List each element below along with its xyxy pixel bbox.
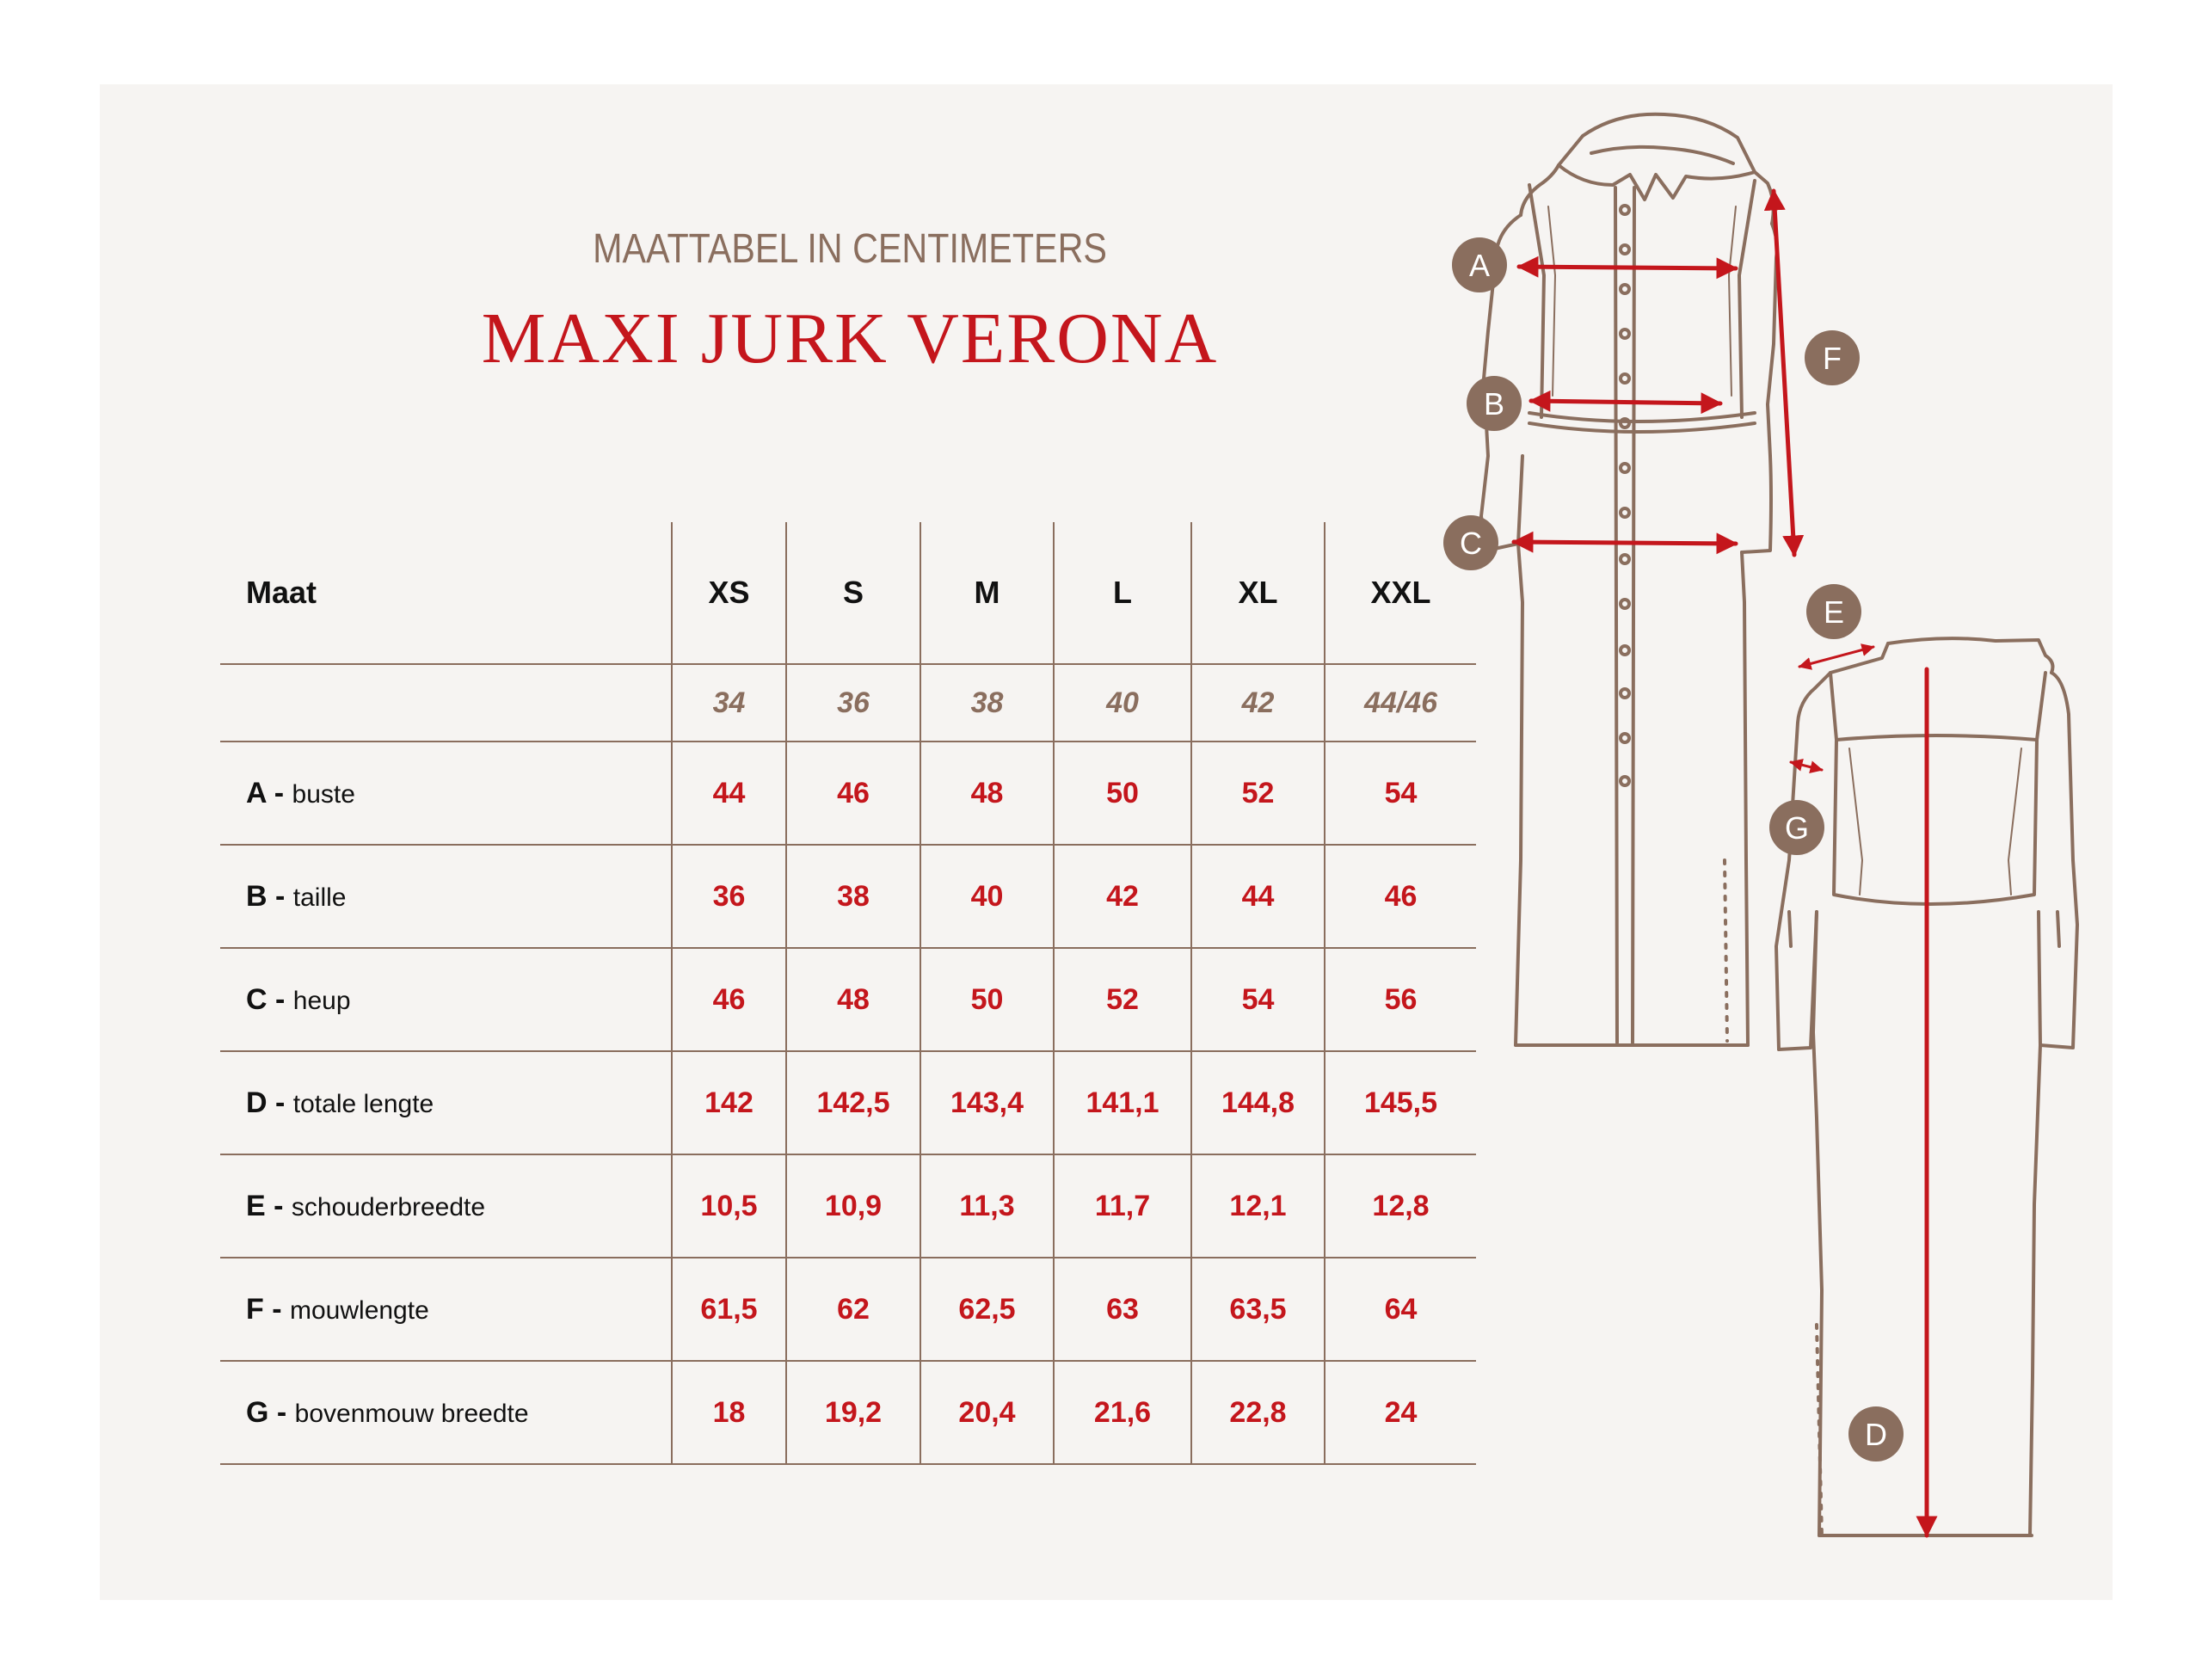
marker-badge-f [1805,330,1860,385]
measurement-value: 46 [672,948,786,1051]
measurement-value: 40 [920,845,1054,948]
measurement-value: 19,2 [786,1361,920,1464]
measurement-value: 50 [1054,742,1191,845]
measurement-value: 50 [920,948,1054,1051]
chart-subtitle: MAATTABEL IN CENTIMETERS [593,226,1107,272]
measurement-arrows [1514,191,1927,1535]
measurement-value: 42 [1054,845,1191,948]
measurement-separator: - [266,776,292,809]
measurement-value: 21,6 [1054,1361,1191,1464]
french-size-cell: 34 [672,664,786,742]
badge-letter: A [1468,248,1491,283]
measurement-value: 18 [672,1361,786,1464]
badge-letter: E [1823,594,1845,630]
marker-badge-c [1443,515,1498,570]
measurement-value: 63,5 [1191,1258,1325,1361]
measurement-letter: A [246,776,267,809]
measurement-value: 10,5 [672,1154,786,1258]
measurement-value: 44 [672,742,786,845]
size-header-s: S [786,522,920,664]
size-header-l: L [1054,522,1191,664]
bust-arrow [1519,267,1736,268]
measurement-value: 48 [786,948,920,1051]
measurement-description: schouderbreedte [291,1192,486,1222]
measurement-value: 143,4 [920,1051,1054,1154]
measurement-value: 52 [1054,948,1191,1051]
french-size-cell: 38 [920,664,1054,742]
measurement-value: 145,5 [1325,1051,1476,1154]
french-size-cell: 42 [1191,664,1325,742]
measurement-letter: F [246,1292,264,1326]
measurement-description: mouwlengte [290,1295,429,1325]
marker-badge-b [1467,376,1522,431]
measurement-letter: G [246,1395,269,1429]
measurement-letter: C [246,982,268,1016]
marker-badge-a [1452,237,1507,292]
measurement-separator: - [267,1086,293,1119]
measurement-value: 24 [1325,1361,1476,1464]
measurement-value: 64 [1325,1258,1476,1361]
measurement-description: bovenmouw breedte [294,1399,529,1428]
measurement-value: 54 [1325,742,1476,845]
measurement-value: 20,4 [920,1361,1054,1464]
measurement-separator: - [263,1292,290,1326]
badge-letter: D [1865,1417,1887,1452]
measurement-value: 144,8 [1191,1051,1325,1154]
size-header-xs: XS [672,522,786,664]
size-header-label: Maat [220,522,672,664]
french-size-cell: 40 [1054,664,1191,742]
measurement-letter: D [246,1086,268,1119]
measurement-value: 62,5 [920,1258,1054,1361]
sleeve-length-arrow [1774,191,1794,555]
measurement-value: 62 [786,1258,920,1361]
measurement-value: 54 [1191,948,1325,1051]
waist-arrow [1531,401,1720,403]
measurement-description: heup [292,986,351,1015]
measurement-separator: - [267,879,293,913]
measurement-value: 22,8 [1191,1361,1325,1464]
badge-letter: B [1483,386,1505,422]
measurement-value: 48 [920,742,1054,845]
measurement-description: taille [292,883,347,912]
badge-letter: C [1460,526,1482,561]
measurement-value: 12,1 [1191,1154,1325,1258]
hip-arrow [1514,542,1736,544]
french-size-cell: 44/46 [1325,664,1476,742]
size-header-xxl: XXL [1325,522,1476,664]
chart-title: MAXI JURK VERONA [481,298,1219,378]
size-header-xl: XL [1191,522,1325,664]
measurement-value: 63 [1054,1258,1191,1361]
measurement-value: 44 [1191,845,1325,948]
measurement-value: 142 [672,1051,786,1154]
marker-badge-d [1848,1406,1904,1462]
measurement-value: 61,5 [672,1258,786,1361]
measurement-separator: - [267,982,293,1016]
measurement-separator: - [268,1395,295,1429]
measurement-value: 142,5 [786,1051,920,1154]
measurement-description: buste [292,779,355,809]
size-header-m: M [920,522,1054,664]
front-dress-drawing [1481,114,1777,1045]
french-size-cell: 36 [786,664,920,742]
measurement-value: 38 [786,845,920,948]
measurement-value: 10,9 [786,1154,920,1258]
measurement-separator: - [265,1189,292,1222]
measurement-value: 12,8 [1325,1154,1476,1258]
badge-letter: F [1823,341,1842,376]
measurement-value: 56 [1325,948,1476,1051]
measurement-description: totale lengte [292,1089,434,1118]
marker-badge-e [1806,584,1861,639]
marker-badge-g [1769,800,1824,855]
measurement-value: 11,7 [1054,1154,1191,1258]
measurement-value: 36 [672,845,786,948]
measurement-letter: E [246,1189,266,1222]
measurement-value: 11,3 [920,1154,1054,1258]
measurement-value: 141,1 [1054,1051,1191,1154]
measurement-value: 52 [1191,742,1325,845]
measurement-value: 46 [786,742,920,845]
badge-letter: G [1784,810,1810,846]
measurement-letter: B [246,879,268,913]
measurement-value: 46 [1325,845,1476,948]
